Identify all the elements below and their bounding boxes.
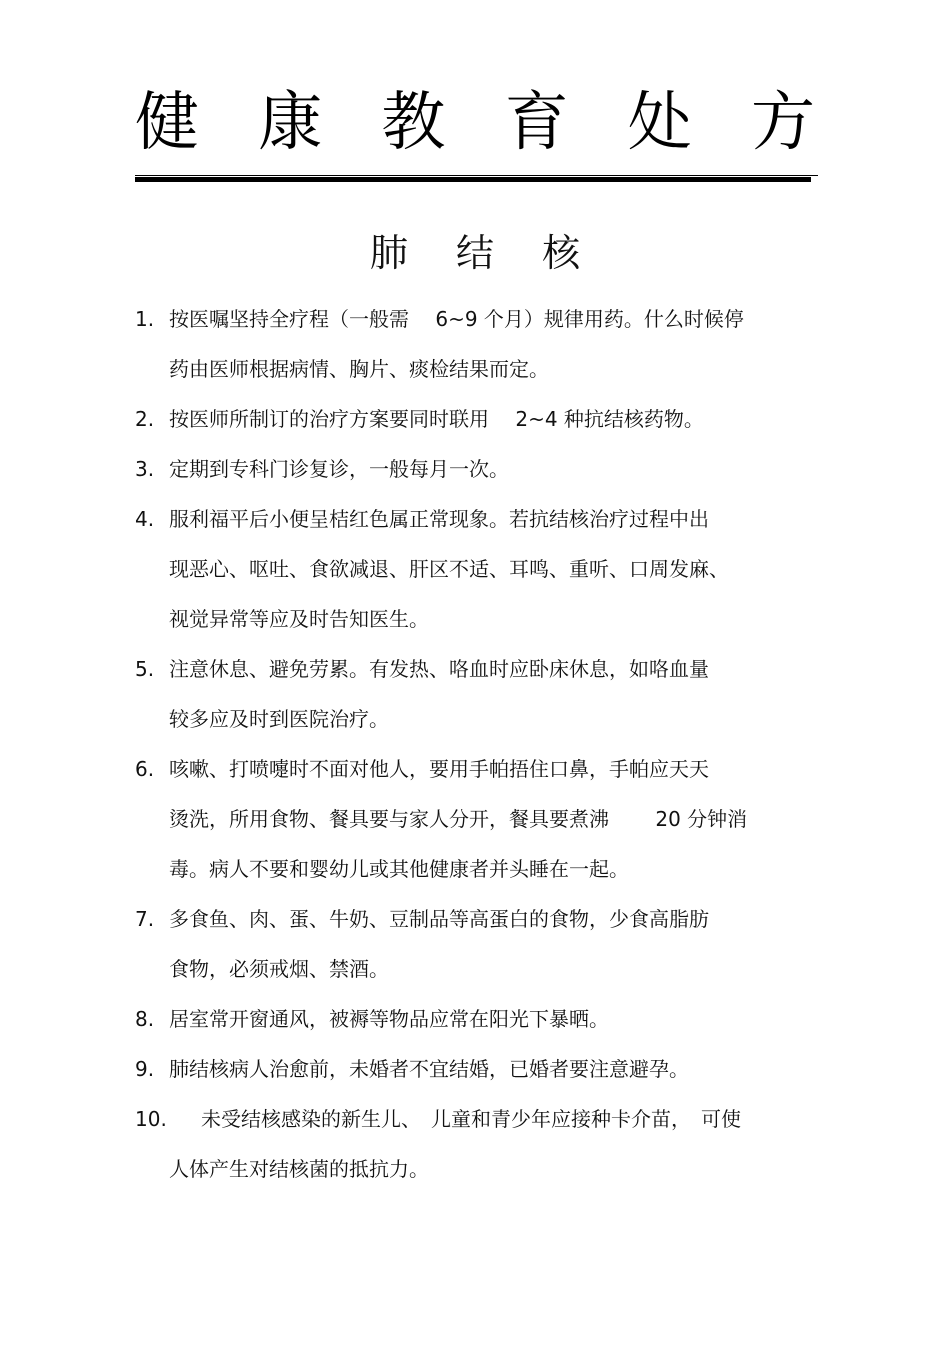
item-number: 2. <box>135 407 155 431</box>
item-number: 1. <box>135 307 155 331</box>
item-number: 4. <box>135 507 155 531</box>
item-text-line: 食物，必须戒烟、禁酒。 <box>169 957 389 981</box>
item-number: 10. <box>135 1107 167 1131</box>
item-text-line: 人体产生对结核菌的抵抗力。 <box>169 1157 429 1181</box>
item-text-line: 毒。病人不要和婴幼儿或其他健康者并头睡在一起。 <box>169 857 629 881</box>
item-text-line: 现恶心、呕吐、食欲减退、肝区不适、耳鸣、重听、口周发麻、 <box>169 557 729 581</box>
list-item <box>135 444 825 494</box>
list-item <box>135 1044 825 1094</box>
item-number: 8. <box>135 1007 155 1031</box>
subtitle <box>0 225 950 281</box>
item-number: 5. <box>135 657 155 681</box>
item-text-line: 注意休息、避免劳累。有发热、咯血时应卧床休息，如咯血量 <box>169 657 709 681</box>
main-title-char: 教 <box>381 86 446 160</box>
item-number: 9. <box>135 1057 155 1081</box>
item-text-line: 定期到专科门诊复诊，一般每月一次。 <box>169 457 509 481</box>
list-item <box>135 894 825 994</box>
item-text-line: 按医师所制订的治疗方案要同时联用 2~4 种抗结核药物。 <box>169 407 704 431</box>
list-item <box>135 744 825 894</box>
item-text-line: 未受结核感染的新生儿、 儿童和青少年应接种卡介苗， 可使 <box>201 1107 741 1131</box>
title-divider-thick <box>135 177 811 182</box>
main-title <box>135 78 815 168</box>
title-divider-thin <box>135 175 818 176</box>
item-text-line: 较多应及时到医院治疗。 <box>169 707 389 731</box>
item-text-line: 居室常开窗通风，被褥等物品应常在阳光下暴晒。 <box>169 1007 609 1031</box>
main-title-char: 方 <box>750 86 815 160</box>
item-text-line: 按医嘱坚持全疗程（一般需 6~9 个月）规律用药。什么时候停 <box>169 307 744 331</box>
item-text-line: 多食鱼、肉、蛋、牛奶、豆制品等高蛋白的食物，少食高脂肪 <box>169 907 709 931</box>
subtitle-char: 肺 <box>369 231 408 275</box>
item-text-line: 肺结核病人治愈前，未婚者不宜结婚，已婚者要注意避孕。 <box>169 1057 689 1081</box>
list-item <box>135 294 825 394</box>
advice-list <box>135 294 825 1194</box>
list-item <box>135 1094 825 1194</box>
item-number: 3. <box>135 457 155 481</box>
item-text-line: 咳嗽、打喷嚏时不面对他人，要用手帕捂住口鼻，手帕应天天 <box>169 757 709 781</box>
item-text-line: 服利福平后小便呈桔红色属正常现象。若抗结核治疗过程中出 <box>169 507 709 531</box>
list-item <box>135 394 825 444</box>
item-text-line: 药由医师根据病情、胸片、痰检结果而定。 <box>169 357 549 381</box>
item-number: 6. <box>135 757 155 781</box>
item-text-line: 视觉异常等应及时告知医生。 <box>169 607 429 631</box>
list-item <box>135 994 825 1044</box>
subtitle-char: 核 <box>542 231 581 275</box>
list-item <box>135 494 825 644</box>
main-title-char: 育 <box>504 86 569 160</box>
main-title-char: 康 <box>258 86 323 160</box>
item-number: 7. <box>135 907 155 931</box>
item-text-line: 烫洗，所用食物、餐具要与家人分开，餐具要煮沸 20 分钟消 <box>169 807 748 831</box>
main-title-char: 健 <box>135 86 199 160</box>
subtitle-char: 结 <box>455 231 494 275</box>
main-title-char: 处 <box>627 86 692 160</box>
list-item <box>135 644 825 744</box>
